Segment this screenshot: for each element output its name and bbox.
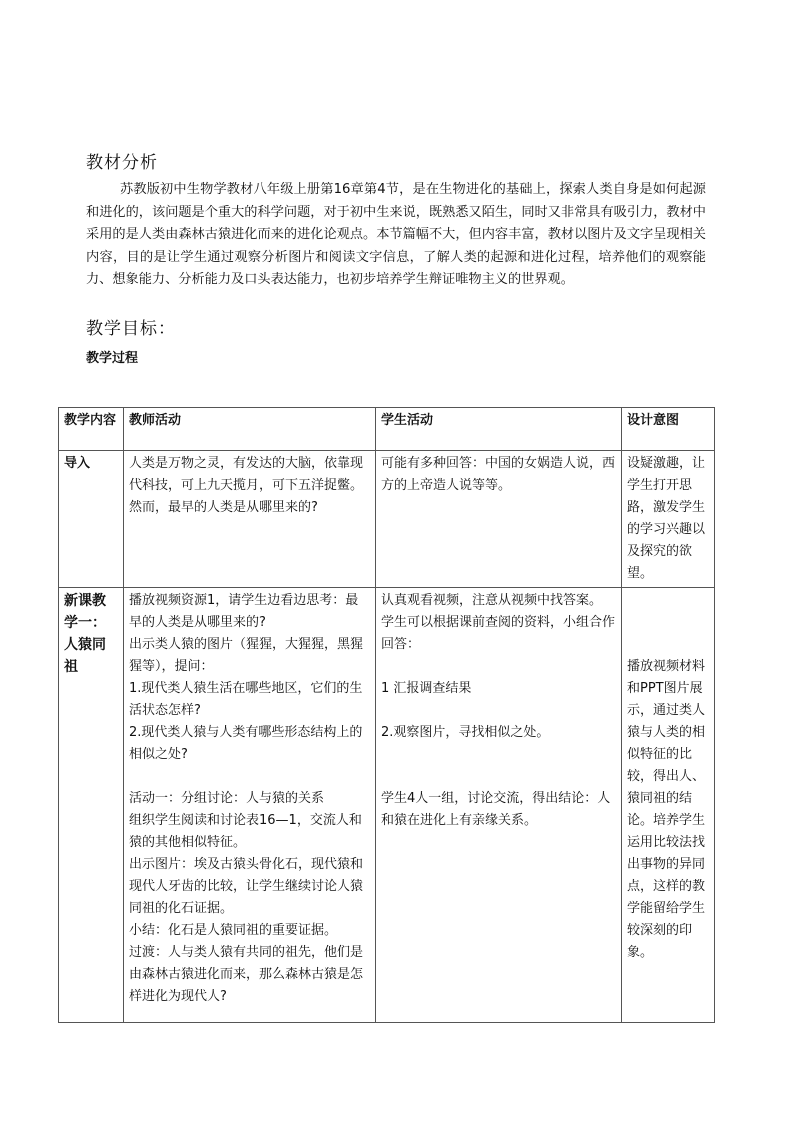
intent-text: 播放视频材料和PPT图片展示，通过类人猿与人类的相似特征的比较，得出人、猿同祖的结论。培养学生运用比较法找出事物的异同点，这样的教学能留给学生较深刻的印象。: [627, 659, 706, 960]
student-line: 1 汇报调查结果: [381, 681, 472, 696]
table-row: [59, 451, 715, 588]
table-header-row: [59, 408, 715, 451]
header-content: 教学内容: [59, 408, 124, 451]
spacer: [381, 656, 616, 678]
teacher-line: 组织学生阅读和讨论表16—1，交流人和猿的其他相似特征。: [129, 813, 362, 850]
cell-content: 导入: [59, 451, 124, 588]
teacher-line: 1.现代类人猿生活在哪些地区，它们的生活状态怎样?: [129, 681, 363, 718]
teacher-line: 2.现代类人猿与人类有哪些形态结构上的相似之处?: [129, 725, 363, 762]
header-teacher: 教师活动: [124, 408, 376, 451]
spacer: [627, 590, 709, 634]
section-title-goal: 教学目标：: [86, 319, 176, 339]
teacher-line: 小结：化石是人猿同祖的重要证据。: [129, 923, 338, 938]
cell-student: 可能有多种回答：中国的女娲造人说，西方的上帝造人说等等。: [376, 451, 622, 588]
student-line: 学生可以根据课前查阅的资料，小组合作回答：: [381, 615, 616, 652]
student-line: 认真观看视频，注意从视频中找答案。: [381, 593, 603, 608]
spacer: [381, 700, 616, 722]
cell-intent: 设疑激趣，让学生打开思路，激发学生的学习兴趣以及探究的欲望。: [622, 451, 715, 588]
spacer: [627, 634, 709, 656]
table-row: [59, 588, 715, 1023]
teacher-line: 活动一：分组讨论：人与猿的关系: [129, 791, 325, 806]
cell-student: [376, 588, 622, 1023]
spacer: [129, 766, 370, 788]
cell-content: 新课教学一：人猿同祖: [59, 588, 124, 1023]
lesson-table: [58, 407, 715, 1023]
spacer: [381, 744, 616, 788]
teacher-line: 出示类人猿的图片（猩猩，大猩猩，黑猩猩等），提问：: [129, 637, 364, 674]
student-line: 学生4人一组，讨论交流，得出结论：人和猿在进化上有亲缘关系。: [381, 791, 611, 828]
teacher-line: 过渡：人与类人猿有共同的祖先，他们是由森林古猿进化而来，那么森林古猿是怎样进化为现代人?: [129, 945, 364, 1004]
analysis-paragraph: 苏教版初中生物学教材八年级上册第16章第4节，是在生物进化的基础上，探索人类自身是如何起源和进化的，该问题是个重大的科学问题，对于初中生来说，既熟悉又陌生，同时又非常具有吸引力，教材中采用的是人类由森林古猿进化而来的进化论观点。本节篇幅不大，但内容丰富，教材以图片及文字呈现相关内容，目的是让学生通过观察分析图片和阅读文字信息，了解人类的起源和进化过程，培养他们的观察能力、想象能力、分析能力及口头表达能力，也初步培养学生辩证唯物主义的世界观。: [86, 182, 706, 287]
section-title-process: 教学过程: [86, 351, 139, 366]
teacher-line: 出示图片：埃及古猿头骨化石，现代猿和现代人牙齿的比较，让学生继续讨论人猿同祖的化石证据。: [129, 857, 364, 916]
cell-teacher: [124, 588, 376, 1023]
student-line: 2.观察图片，寻找相似之处。: [381, 725, 550, 740]
cell-teacher: 人类是万物之灵，有发达的大脑，依靠现代科技，可上九天揽月，可下五洋捉鳖。 然而，最早的人类是从哪里来的?: [124, 451, 376, 588]
header-student: 学生活动: [376, 408, 622, 451]
header-intent: 设计意图: [622, 408, 715, 451]
cell-intent: [622, 588, 715, 1023]
teacher-line: 播放视频资源1，请学生边看边思考：最早的人类是从哪里来的?: [129, 593, 359, 630]
section-title-analysis: 教材分析: [86, 153, 158, 173]
